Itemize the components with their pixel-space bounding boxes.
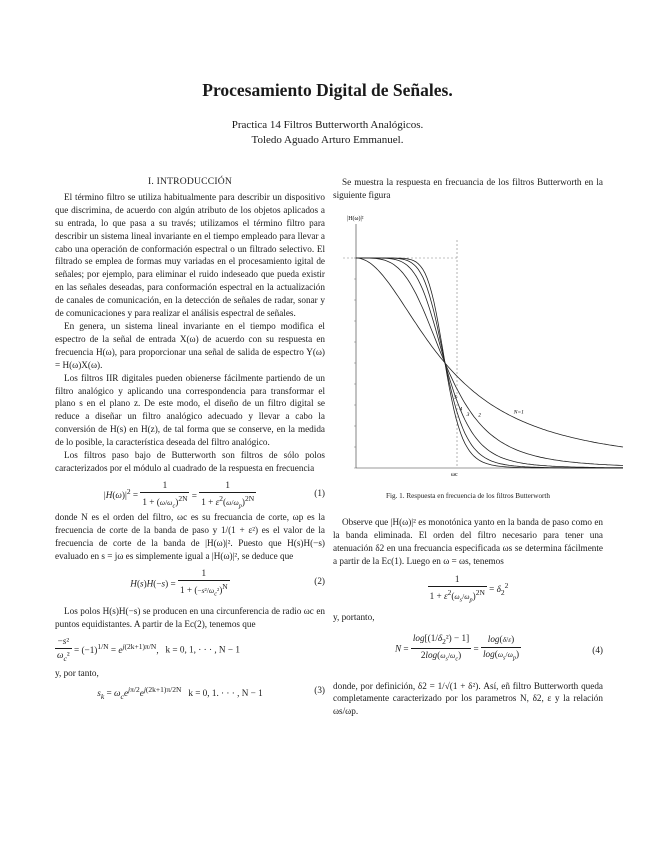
- eq-k2-range: k = 0, 1. · · · , N − 1: [188, 688, 263, 699]
- left-column: [55, 176, 325, 700]
- curve-label-5: 5: [454, 394, 457, 401]
- curve-label-1: N=1: [513, 409, 524, 416]
- right-paragraph-2: Observe que |H(ω)|² es monotónica yanto en la banda de paso como en la banda eliminada. El orden del filtro necesario para tener una atenuación δ2 en una frecuancia especificada ωs se determina fácilmente a partir de la Ec(1). Luego en ω = ωs, tenemos: [333, 517, 603, 566]
- curve-label-3: 3: [466, 412, 470, 419]
- eq1-number: (1): [314, 487, 325, 498]
- section-heading: I. INTRODUCCIÓN: [147, 176, 232, 187]
- butterworth-figure: [333, 210, 633, 482]
- x-axis-label: ωc: [451, 472, 458, 478]
- author: Toledo Aguado Arturo Emmanuel.: [251, 134, 404, 146]
- page-title: Procesamiento Digital de Señales.: [202, 80, 453, 100]
- eq2-number: (2): [314, 576, 325, 587]
- paragraph-1: El término filtro se utiliza habitualmente para describir un dispositivo que discrimina, de acuerdo con algún atributo de los objetos aplicados a su entrada, lo que pasa a su través; utilizamos el término filtro para describir un sistema lineal invariante en el tiempo empleado para llevar a cabo una operación de conformación espectral o un filtrado selectivo. El filtrado se emplea de formas muy variadas en el procesamiento igital de señales; por ejemplo, para eliminar el ruido indeseado que pueda existir en las señales deseadas, para conformación espectral en la actualización de canales de comunicación, en la detección de señales de radar, sonar y de comunicaciones y para realizar el análisis espectral de señales.: [55, 191, 325, 319]
- curve-n4: [356, 258, 623, 468]
- subtitle: Practica 14 Filtros Butterworth Analógicos.: [231, 119, 424, 131]
- right-column: [333, 176, 603, 202]
- eq4-number: (4): [592, 644, 603, 655]
- paragraph-3: Los filtros IIR digitales pueden obienerse fácilmente partiendo de un filtro analógico y aplicando una correspondencia para transformar el plano s en el plano z. De este modo, el diseño de un filtro digital se reduce a diseñar un filtro analógico adecuado y llevar a cabo la conversión de H(s) en H(z), de tal forma que se conserve, en la medida de lo posible, la característica deseada del filtro analógico.: [55, 372, 325, 448]
- equation-1: $|H(\omega)|^2$ = $\frac{1}{1 + (\omega/\omega_c)^{2N}}$ = $\frac{1}{1 + \varepsilon^2(\omega/\omega_p)^{2N}}$ (1): [103, 479, 325, 510]
- right-paragraph-4: donde, por definición, δ2 = 1/√(1 + δ²). Así, eñ filtro Butterworth queda completamente caracterizado por los parametros N, δ2, ε y la relación ωs/ωp.: [333, 680, 603, 717]
- paragraph-2: En genera, un sistema lineal invariante en el tiempo modifica el espectro de la señal de entrada X(ω) de acuerdo con su respuesta en frecuencia H(ω), para proporcionar una señal de salida de espectro Y(ω) = H(ω)X(ω).: [55, 320, 325, 370]
- paragraph-4: Los filtros paso bajo de Butterworth son filtros de sólo polos caracterizados por el módulo al cuadrado de la respuesta en frecuencia: [55, 450, 325, 473]
- paragraph-6: Los polos H(s)H(−s) se producen en una circunferencia de radio ωc en puntos equidistantes. A partir de la Ec(2), tenemos que: [55, 606, 325, 630]
- plot-curves: [356, 258, 623, 468]
- right-paragraph-3: y, portanto,: [333, 611, 375, 622]
- figure-caption: Fig. 1. Respuesta en frecuencia de los filtros Butterworth: [385, 492, 551, 500]
- right-paragraph-1: Se muestra la respuesta en frecuancia de los filtros Butterworth en la siguiente figura: [333, 177, 603, 200]
- curve-labels: [454, 395, 524, 419]
- y-axis-label: |H(ω)|²: [347, 216, 364, 222]
- curve-n3: [356, 258, 623, 468]
- equation-3: $s_k = \omega_ce^{j\pi/2}e^{j(2k+1)\pi/2N}$ k = 0, 1. · · · , N − 1 (3): [97, 685, 325, 702]
- right-column-lower: [333, 516, 603, 718]
- curve-n5: [356, 258, 623, 468]
- curve-label-2: 2: [478, 412, 481, 419]
- paragraph-7: y, por tanto,: [55, 668, 99, 679]
- curve-n2: [356, 258, 623, 465]
- curve-n1: [356, 258, 623, 447]
- curve-label-4: 4: [459, 406, 463, 413]
- plot-axes: [343, 215, 623, 478]
- equation-atten: $\frac{1}{1 + \varepsilon^2(\omega_s/\omega_p)^{2N}}$ = $\delta_2^2$: [429, 573, 509, 604]
- paragraph-5: donde N es el orden del filtro, ωc es su frecuancia de corte, ωp es la frecuencia de corte de la banda de paso y 1/(1 + ε²) es el valor de la frecuencia de corte de la banda de |H(ω)|². Puesto que H(s)H(−s) evaluado en s = jω es simplemente igual a |H(ω)|², se deduce que: [55, 511, 325, 561]
- eq3-number: (3): [314, 685, 325, 696]
- eq-k-range: k = 0, 1, · · · , N − 1: [165, 644, 240, 655]
- equation-poles: $\frac{\text{−s²}}{\omega_c^2}$ = $(-1)^{1/N} = e^{j(2k+1)\pi/N}$, k = 0, 1, · · · , N − 1: [57, 636, 240, 664]
- equation-4: N = $\frac{\log[(1/\delta_2^2) - 1]}{2\log(\omega_s/\omega_c)}$ = $\frac{\log(\delta/\varepsilon)}{\log(\omega_s/\omega_p)}$ (4): [394, 632, 603, 663]
- equation-2: H(s)H(−s) = $\frac{1}{1 + (-s^2/\omega_c^2)^N}$ (2): [130, 568, 325, 598]
